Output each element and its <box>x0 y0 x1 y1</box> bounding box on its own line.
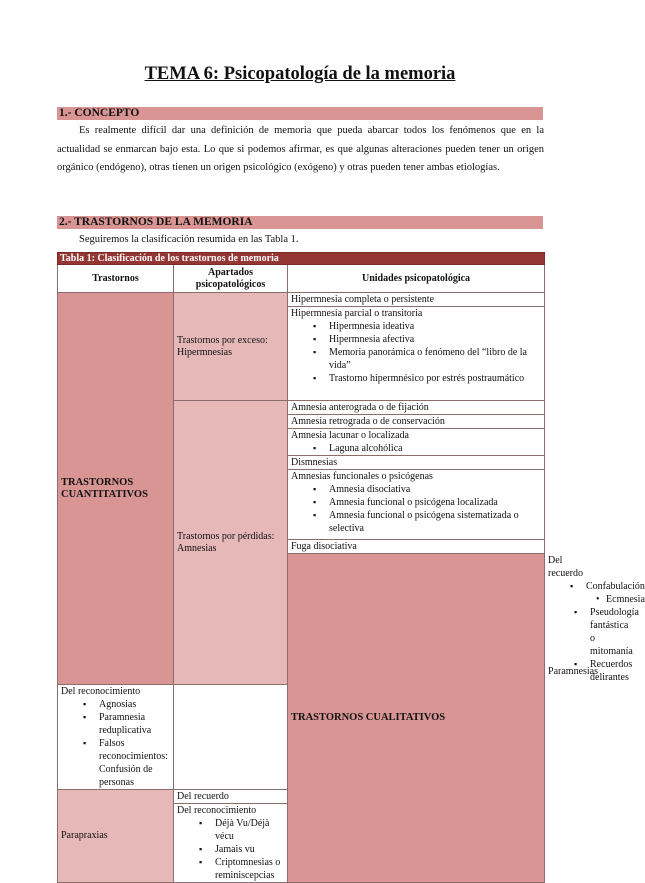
list-item: ▪ Agnosias <box>61 698 170 711</box>
list-item: ▪ Pseudología fantástica o mitomanía <box>548 606 590 658</box>
sub-hipermnesias: Trastornos por exceso: Hipermnesias <box>174 293 288 401</box>
unit-cell <box>58 685 174 790</box>
list-item: • Ecmnesia <box>548 593 606 606</box>
unit-heading: Amnesias funcionales o psicógenas <box>291 471 433 482</box>
section-heading-concepto: 1.- CONCEPTO <box>57 107 543 120</box>
sub-parapraxias: Parapraxias <box>58 790 174 883</box>
unit-cell: Amnesia anterograda o de fijación <box>288 401 545 415</box>
list-item: ▪ Falsos reconocimientos: Confusión de personas <box>61 737 170 789</box>
unit-list <box>291 442 541 455</box>
header-unidades: Unidades psicopatológica <box>288 265 545 293</box>
unit-heading: Hipermnesia parcial o transitoria <box>291 308 423 319</box>
unit-list <box>291 320 541 385</box>
unit-heading: Amnesia lacunar o localizada <box>291 430 409 441</box>
header-apartados: Apartados psicopatológicos <box>174 265 288 293</box>
header-trastornos: Trastornos <box>58 265 174 293</box>
list-item: ▪ Amnesia funcional o psicógena localizada <box>291 496 541 509</box>
sub-amnesias: Trastornos por pérdidas: Amnesias <box>174 401 288 685</box>
unit-list <box>177 817 284 882</box>
list-item: ▪ Hipermnesia afectiva <box>291 333 541 346</box>
list-item: ▪ Recuerdos delirantes <box>548 658 590 684</box>
unit-cell <box>174 804 288 883</box>
unit-heading: Del reconocimiento <box>177 805 257 816</box>
unit-list <box>61 698 170 789</box>
unit-cell: Fuga disociativa <box>288 540 545 554</box>
list-item: ▪ Hipermnesia ideativa <box>291 320 541 333</box>
unit-list <box>291 483 541 535</box>
list-item: ▪ Paramnesia reduplicativa <box>61 711 170 737</box>
table-caption: Tabla 1: Clasificación de los trastornos de memoria <box>58 253 545 265</box>
page-title: TEMA 6: Psicopatología de la memoria <box>144 64 456 84</box>
unit-heading: Del reconocimiento <box>61 686 141 697</box>
section-heading-trastornos: 2.- TRASTORNOS DE LA MEMORIA <box>57 216 543 229</box>
list-item: ▪ Jamais vu <box>177 843 284 856</box>
list-item: ▪ Amnesia funcional o psicógena sistematizada o selectiva <box>291 509 541 535</box>
list-item: ▪ Amnesia disociativa <box>291 483 541 496</box>
list-item: ▪ Laguna alcohólica <box>291 442 541 455</box>
list-item: ▪ Confabulación <box>548 580 586 593</box>
list-item: ▪ Memoria panorámica o fenómeno del “libro de la vida” <box>291 346 541 372</box>
unit-cell: Del recuerdo <box>174 790 288 804</box>
unit-cell: Amnesia retrograda o de conservación <box>288 415 545 429</box>
unit-cell <box>288 307 545 401</box>
concept-paragraph: Es realmente difícil dar una definición de memoria que pueda abarcar todos los fenómenos que en la actualidad se enmarcan bajo esta. Lo que si podemos afirmar, es que algunas alteraciones pueden tener un origen orgánico (endógeno), otras tienen un origen psicológico (exógeno) y otras pueden tener ambas etiologías. <box>57 125 544 173</box>
classification-table: Tabla 1: Clasificación de los trastornos de memoria Trastornos Apartados psicopatológicos Unidades psicopatológica TRASTORNOS CUANTITATIVOS Trastornos por exceso: Hipermnesias Hipermnesia completa o persistente Hipermnesia parcial o transitoria ▪ Hipermnesia ideativa ▪ Hipermnesia afectiva ▪ Memoria panorámica o fenómeno del “libro de la vida” ▪ Trastorno hipermnésico por estrés postraumático Trastornos por pérdidas: Amnesias Amnesia anterograda o de fijación Amnesia retrograda o de conservación Amnesia lacunar o localizada ▪ Laguna alcohólica Dismnesias Amnesias funcionales o psicógenas ▪ Amnesia disociativa ▪ Amnesia funcional o psicógena localizada ▪ Amnesia funcional o psicógena sistematizada o selectiva Fuga disociativa TRASTORNOS CUALITATIVOS Paramnesias Del recuerdo ▪ Confabulación • Ecmnesia ▪ Pseudología fantástica o mitomanía ▪ Recuerdos delirantes Del reconocimiento ▪ Agnosias ▪ Paramnesia reduplicativa ▪ Falsos reconocimientos: Confusión de personas Parapraxias Del recuerdo Del reconocimiento ▪ Déjà Vu/Déjà vécu ▪ Jamais vu ▪ Criptomnesias o reminiscepcias <box>57 252 545 883</box>
group-cualitativos: TRASTORNOS CUALITATIVOS <box>288 554 545 883</box>
unit-cell <box>288 429 545 456</box>
unit-cell: Hipermnesia completa o persistente <box>288 293 545 307</box>
list-item: ▪ Déjà Vu/Déjà vécu <box>177 817 284 843</box>
unit-cell: Dismnesias <box>288 456 545 470</box>
intro-text: Seguiremos la clasificación resumida en las Tabla 1. <box>79 234 299 245</box>
unit-cell <box>288 470 545 540</box>
group-cuantitativos: TRASTORNOS CUANTITATIVOS <box>58 293 174 685</box>
list-item: ▪ Criptomnesias o reminiscepcias <box>177 856 284 882</box>
list-item: ▪ Trastorno hipermnésico por estrés postraumático <box>291 372 541 385</box>
